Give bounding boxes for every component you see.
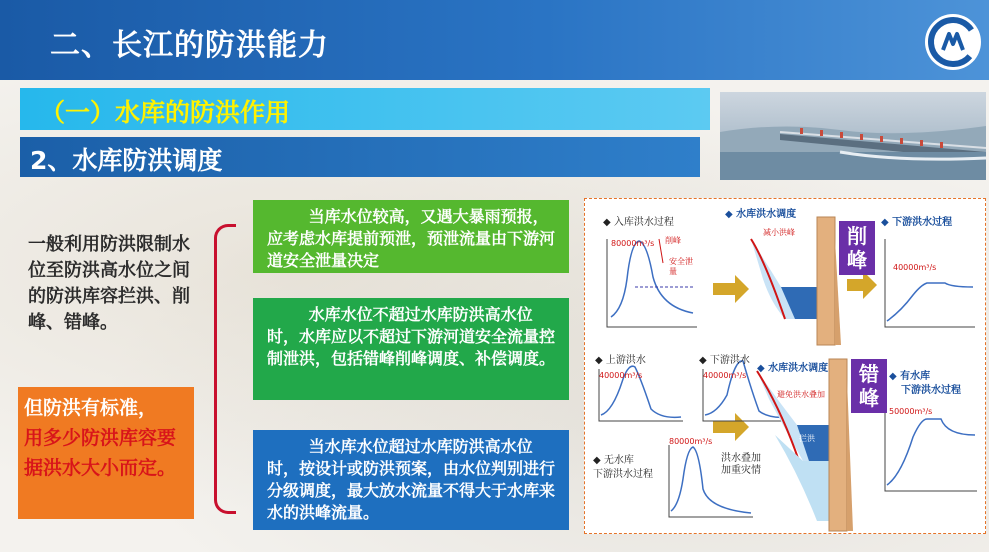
section-heading-2 bbox=[20, 137, 700, 177]
avoid-overlap-label: 避免洪水叠加 bbox=[777, 390, 825, 399]
outflow-title-1: ◆ 下游洪水过程 bbox=[881, 217, 953, 228]
peak-label: 削峰 bbox=[665, 236, 681, 245]
no-reservoir-title: ◆ 无水库 bbox=[593, 455, 634, 466]
section-heading-1 bbox=[20, 88, 710, 130]
callout-box bbox=[18, 387, 194, 519]
rule-box-2: 水库水位不超过水库防洪高水位时，水库应以不超过下游河道安全流量控制泄洪，包括错峰削峰调度、补偿调度。 bbox=[253, 298, 569, 400]
overlap-label-2: 加重灾情 bbox=[721, 465, 761, 476]
inflow-title: ◆ 入库洪水过程 bbox=[603, 217, 674, 228]
dispatch-description: 一般利用防洪限制水位至防洪高水位之间的防洪库容拦洪、削峰、错峰。 bbox=[28, 234, 190, 333]
downstream-value: 40000m³/s bbox=[703, 371, 747, 380]
bracket-divider bbox=[214, 224, 236, 514]
upstream-value: 40000m³/s bbox=[599, 371, 643, 380]
with-reservoir-title: ◆ 有水库 bbox=[889, 371, 931, 382]
inflow-hydrograph bbox=[607, 239, 697, 327]
reservoir-dispatch-title-1: ◆ 水库洪水调度 bbox=[725, 209, 797, 220]
callout-line-2: 用多少防洪库容要据洪水大小而定。 bbox=[24, 427, 177, 479]
inflow-peak-value: 80000m³/s bbox=[611, 239, 655, 248]
page-title: 二、长江的防洪能力 bbox=[50, 28, 329, 63]
dam-photo bbox=[720, 92, 986, 180]
outflow-hydrograph-1 bbox=[885, 239, 975, 327]
arrow-icon bbox=[847, 271, 877, 299]
no-reservoir-subtitle: 下游洪水过程 bbox=[593, 469, 653, 480]
shave-peak-tag: 削峰 bbox=[839, 221, 875, 275]
reservoir-dispatch-title-2: ◆ 水库洪水调度 bbox=[757, 363, 829, 374]
section-heading-1-text: （一）水库的防洪作用 bbox=[40, 98, 291, 127]
with-reservoir-subtitle: 下游洪水过程 bbox=[901, 385, 961, 396]
stagger-peak-tag: 错峰 bbox=[851, 359, 887, 413]
overlap-label-1: 洪水叠加 bbox=[721, 453, 761, 464]
reduce-flood-label: 减小洪峰 bbox=[763, 228, 795, 237]
outflow-value-1: 40000m³/s bbox=[893, 263, 937, 272]
downstream-title: ◆ 下游洪水 bbox=[699, 355, 750, 366]
arrow-icon bbox=[713, 413, 749, 441]
reservoir-section-2 bbox=[757, 359, 853, 531]
callout-line-1: 但防洪有标准， bbox=[24, 397, 158, 419]
dispatch-diagram bbox=[584, 198, 986, 534]
header-bar bbox=[0, 0, 989, 80]
rule-box-3: 当水库水位超过水库防洪高水位时，按设计或防洪预案，由水位判别进行分级调度，最大放水流量不得大于水库来水的洪峰流量。 bbox=[253, 430, 569, 530]
block-flood-label-1: 拦洪 bbox=[789, 272, 805, 281]
arrow-icon bbox=[713, 275, 749, 303]
logo-icon bbox=[925, 14, 981, 70]
outflow-value-2: 50000m³/s bbox=[889, 407, 933, 416]
no-reservoir-peak-value: 80000m³/s bbox=[669, 437, 713, 446]
safe-discharge-label: 安全泄量 bbox=[669, 257, 693, 276]
block-flood-label-2: 拦洪 bbox=[799, 434, 815, 443]
section-heading-2-text: 2、水库防洪调度 bbox=[30, 146, 223, 175]
upstream-title: ◆ 上游洪水 bbox=[595, 355, 646, 366]
rule-box-1: 当库水位较高，又遇大暴雨预报，应考虑水库提前预泄，预泄流量由下游河道安全泄量决定 bbox=[253, 200, 569, 273]
